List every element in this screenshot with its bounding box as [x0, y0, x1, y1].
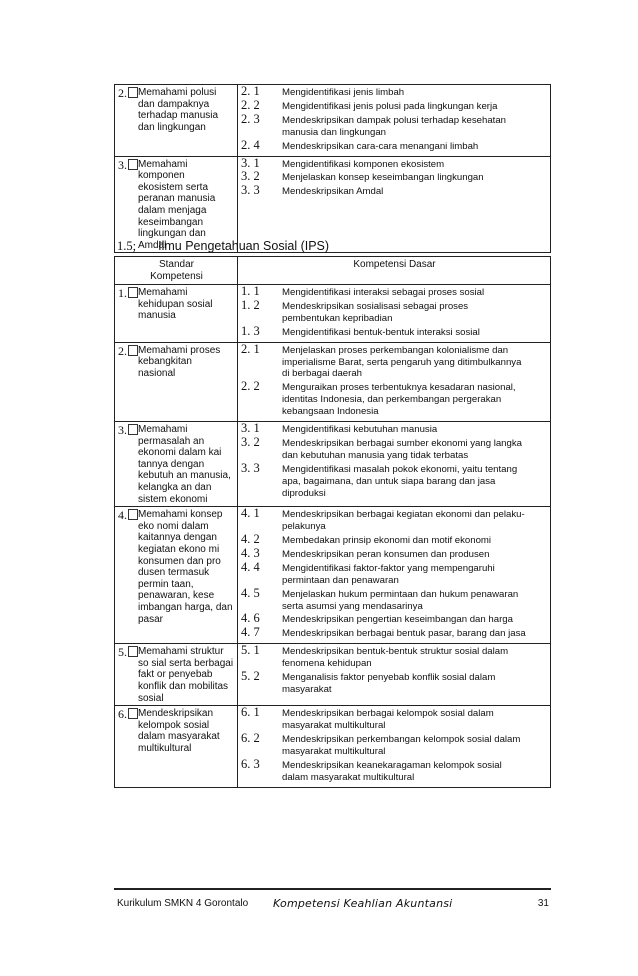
kompetensi-dasar-cell	[238, 706, 551, 787]
standar-kompetensi	[118, 708, 235, 754]
kd-item	[241, 341, 548, 381]
sk-number-text: 4.	[118, 508, 127, 523]
standar-kompetensi-cell	[115, 85, 238, 157]
kd-item	[241, 97, 548, 113]
kompetensi-dasar-cell	[238, 342, 551, 421]
checkbox-glyph-icon	[128, 87, 138, 98]
kd-item	[241, 545, 548, 561]
sk-line: tannya dengan	[138, 458, 205, 470]
kd-item	[241, 611, 548, 626]
competency-row	[115, 342, 551, 421]
sk-number-text: 1.	[118, 286, 127, 300]
kd-text	[274, 115, 548, 139]
kd-item	[241, 669, 548, 696]
kd-text	[274, 186, 548, 198]
kd-line: Mendeskripsikan dampak polusi terhadap kesehatan	[282, 114, 506, 126]
kd-number: 1. 2	[241, 297, 260, 312]
checkbox-glyph-icon	[128, 509, 138, 520]
kd-item	[241, 169, 548, 184]
section-title: Ilmu Pengetahuan Sosial (IPS)	[158, 239, 330, 253]
sk-number-text: 5.	[118, 645, 127, 660]
kd-text	[274, 345, 548, 381]
sk-line: imbangan harga, dan	[138, 601, 233, 613]
competency-row	[115, 85, 551, 157]
sk-line: Memahami polusi	[138, 87, 217, 98]
kd-text	[274, 563, 548, 587]
kompetensi-dasar-cell	[238, 285, 551, 343]
sk-number-text: 6.	[118, 707, 127, 722]
sk-number-text: 3.	[118, 423, 127, 438]
kd-item	[241, 559, 548, 587]
kd-text	[274, 87, 548, 99]
kd-item	[241, 137, 548, 153]
kd-text	[274, 734, 548, 758]
kd-text	[274, 535, 548, 547]
sk-line: Memahami proses	[138, 344, 221, 356]
competency-table-continued	[114, 84, 551, 253]
sk-line: Memahami struktur	[138, 646, 224, 658]
kd-line: Mendeskripsikan peran konsumen dan produsen	[282, 548, 490, 560]
kd-line: kebangsaan Indonesia	[282, 406, 379, 418]
kd-line: Mengidentifikasi kebutuhan manusia	[282, 424, 438, 436]
checkbox-glyph-icon	[128, 287, 138, 298]
kd-line: Mendeskripsikan berbagai kegiatan ekonomi dan pelaku-	[282, 509, 525, 521]
kd-item	[241, 111, 548, 139]
sk-line: permin taan,	[138, 578, 194, 590]
kompetensi-dasar-cell	[238, 85, 551, 157]
kd-line: imperialisme Barat, serta pengaruh yang ditimbulkannya	[282, 356, 522, 368]
standar-kompetensi-cell	[115, 422, 238, 507]
sk-line: kaitannya dengan	[138, 532, 217, 544]
kd-item	[241, 155, 548, 171]
kd-line: Mendeskripsikan Amdal	[282, 186, 384, 198]
sk-line: pasar	[138, 613, 164, 625]
sk-number-text: 3.	[118, 157, 127, 172]
kd-line: Mengidentifikasi jenis polusi pada lingkungan kerja	[282, 100, 498, 112]
kd-line: Mendeskripsikan pengertian keseimbangan dan harga	[282, 614, 513, 626]
kd-line: serta asumsi yang mendasarinya	[282, 600, 423, 612]
footer-rule	[114, 888, 551, 890]
kd-number: 6. 1	[241, 705, 260, 720]
kd-line: Menjelaskan hukum permintaan dan hukum penawaran	[282, 588, 519, 600]
sk-line: kelompok sosial	[138, 719, 210, 731]
kd-item	[241, 284, 548, 299]
kd-item	[241, 84, 548, 99]
kd-number: 4. 3	[241, 545, 260, 560]
kd-line: Mengidentifikasi faktor-faktor yang mempengaruhi	[282, 562, 495, 574]
section-heading	[117, 239, 329, 254]
kompetensi-dasar-cell	[238, 422, 551, 507]
sk-line: dusen termasuk	[138, 567, 210, 579]
sk-number	[118, 159, 138, 172]
kd-line: di berbagai daerah	[282, 368, 363, 380]
kd-item	[241, 506, 548, 533]
page-number: 31	[537, 898, 549, 909]
sk-text	[118, 509, 235, 625]
section-number: 1.5;	[117, 239, 137, 253]
kd-text	[274, 464, 548, 500]
kompetensi-dasar-cell	[238, 507, 551, 644]
kd-text	[274, 301, 548, 325]
sk-line: ekonomi dalam kai	[138, 447, 222, 459]
checkbox-glyph-icon	[128, 646, 138, 657]
kd-number: 4. 6	[241, 611, 260, 626]
kd-number: 5. 1	[241, 643, 260, 658]
kd-item	[241, 532, 548, 547]
kd-line: Mengidentifikasi komponen ekosistem	[282, 158, 445, 170]
kd-number: 6. 3	[241, 756, 260, 771]
ips-competency-table	[114, 256, 551, 788]
kd-number: 6. 2	[241, 731, 260, 746]
sk-line: konflik dan mobilitas	[138, 681, 229, 693]
kompetensi-dasar-cell	[238, 644, 551, 706]
standar-kompetensi	[118, 345, 235, 380]
sk-line: keseimbangan	[138, 216, 204, 228]
standar-kompetensi	[118, 509, 235, 625]
kd-line: masyarakat multikultural	[282, 745, 386, 757]
sk-text	[118, 159, 235, 252]
standar-kompetensi-cell	[115, 285, 238, 343]
kd-number: 3. 3	[241, 183, 260, 198]
kd-text	[274, 646, 548, 670]
checkbox-glyph-icon	[128, 159, 138, 170]
kd-number: 2. 4	[241, 137, 260, 152]
sk-line: nasional	[138, 367, 176, 379]
kd-number: 4. 5	[241, 585, 260, 600]
sk-number	[118, 287, 138, 300]
sk-number-text: 2.	[118, 343, 127, 358]
kd-item	[241, 421, 548, 436]
kd-number: 4. 7	[241, 625, 260, 640]
sk-line: permasalah an	[138, 435, 205, 447]
kd-text	[274, 141, 548, 153]
sk-line: eko nomi dalam	[138, 520, 209, 532]
kd-number: 1. 1	[241, 284, 260, 298]
kd-number: 4. 2	[241, 532, 260, 547]
checkbox-glyph-icon	[128, 424, 138, 435]
standar-kompetensi	[118, 424, 235, 505]
checkbox-glyph-icon	[128, 708, 138, 719]
kd-number: 3. 1	[241, 155, 260, 170]
sk-line: sistem ekonomi	[138, 493, 208, 505]
kd-text	[274, 382, 548, 418]
kd-text	[274, 438, 548, 462]
sk-line: penawaran, kese	[138, 590, 215, 602]
kd-item	[241, 585, 548, 613]
kd-line: masyarakat	[282, 684, 332, 695]
kd-item	[241, 756, 548, 784]
kd-number: 3. 3	[241, 460, 260, 475]
kd-item	[241, 460, 548, 500]
sk-line: dalam menjaga	[138, 204, 207, 216]
kd-line: Mengidentifikasi masalah pokok ekonomi, yaitu tentang	[282, 463, 518, 475]
kd-item	[241, 731, 548, 758]
sk-line: kebangkitan	[138, 356, 192, 368]
competency-row	[115, 285, 551, 343]
kd-number: 2. 1	[241, 84, 260, 98]
kd-line: Mengidentifikasi jenis limbah	[282, 87, 405, 98]
kd-line: permintaan dan penawaran	[282, 574, 399, 586]
kd-item	[241, 323, 548, 339]
sk-line: Mendeskripsikan	[138, 708, 214, 720]
kd-line: masyarakat multikultural	[282, 720, 386, 732]
kd-line: fenomena kehidupan	[282, 658, 372, 670]
kd-number: 1. 3	[241, 323, 260, 338]
kd-text	[274, 614, 548, 626]
kd-text	[274, 672, 548, 696]
sk-line: multikultural	[138, 743, 192, 755]
kd-line: Mendeskripsikan cara-cara menangani limbah	[282, 140, 479, 152]
kd-line: apa, bagaimana, dan untuk siapa barang dan jasa	[282, 475, 496, 487]
kd-line: Menganalisis faktor penyebab konflik sosial dalam	[282, 672, 496, 684]
sk-line: fakt or penyebab	[138, 669, 213, 681]
kd-line: Mendeskripsikan keanekaragaman kelompok sosial	[282, 759, 502, 771]
sk-line: kehidupan sosial	[138, 298, 213, 310]
kd-text	[274, 549, 548, 561]
kd-line: pembentukan kepribadian	[282, 312, 393, 324]
kd-item	[241, 625, 548, 640]
kd-text	[274, 287, 548, 299]
kd-line: Menjelaskan konsep keseimbangan lingkungan	[282, 172, 484, 184]
competency-row	[115, 422, 551, 507]
kd-line: pelakunya	[282, 521, 326, 533]
sk-line: lingkungan dan Amdal	[138, 228, 206, 251]
checkbox-glyph-icon	[128, 345, 138, 356]
kd-line: Mendeskripsikan berbagai bentuk pasar, barang dan jasa	[282, 628, 526, 640]
kd-text	[274, 101, 548, 113]
standar-kompetensi	[118, 287, 235, 322]
standar-kompetensi-cell	[115, 507, 238, 644]
table-header-row	[115, 257, 551, 285]
kd-line: identitas Indonesia, dan perkembangan pergerakan	[282, 394, 502, 406]
standar-kompetensi-cell	[115, 342, 238, 421]
kd-text	[274, 628, 548, 640]
sk-line: Memahami konsep	[138, 509, 223, 521]
sk-line: sosial	[138, 692, 164, 704]
standar-kompetensi	[118, 87, 235, 133]
kd-number: 2. 2	[241, 97, 260, 112]
kd-line: diproduksi	[282, 487, 326, 499]
sk-line: kebutuh an manusia,	[138, 470, 231, 482]
kd-text	[274, 509, 548, 533]
sk-line: Memahami	[138, 287, 188, 298]
kd-line: Menguraikan proses terbentuknya kesadaran nasional,	[282, 382, 516, 394]
footer-institution: Kurikulum SMKN 4 Gorontalo	[117, 898, 249, 909]
kd-text	[274, 589, 548, 613]
sk-line: ekosistem serta	[138, 181, 209, 193]
kd-number: 2. 1	[241, 341, 260, 356]
kd-line: Menjelaskan proses perkembangan kolonialisme dan	[282, 344, 509, 356]
footer-program: Kompetensi Keahlian Akuntansi	[273, 897, 453, 910]
kd-number: 3. 2	[241, 434, 260, 449]
kd-text	[274, 159, 548, 171]
kd-item	[241, 434, 548, 462]
sk-line: dan lingkungan	[138, 121, 206, 133]
sk-line: terhadap manusia	[138, 110, 219, 122]
header-std-line: Standar	[158, 259, 195, 270]
header-standar-kompetensi	[115, 257, 238, 285]
kd-number: 4. 4	[241, 559, 260, 574]
sk-line: manusia	[138, 310, 176, 322]
kd-number: 5. 2	[241, 669, 260, 684]
kd-line: Mendeskripsikan perkembangan kelompok sosial dalam	[282, 734, 521, 746]
header-std-line: Kompetensi	[150, 271, 203, 282]
standar-kompetensi	[118, 646, 235, 704]
sk-line: Memahami komponen	[138, 158, 188, 182]
standar-kompetensi-cell	[115, 706, 238, 787]
kd-item	[241, 705, 548, 732]
sk-number-text: 2.	[118, 86, 127, 100]
kd-text	[274, 327, 548, 339]
kd-text	[274, 708, 548, 732]
kd-number: 3. 1	[241, 421, 260, 436]
kd-item	[241, 643, 548, 670]
competency-row	[115, 507, 551, 644]
kd-number: 2. 2	[241, 379, 260, 394]
kd-line: manusia dan lingkungan	[282, 126, 387, 138]
kd-number: 4. 1	[241, 506, 260, 521]
sk-line: kelangka an dan	[138, 482, 212, 494]
standar-kompetensi-cell	[115, 644, 238, 706]
sk-number	[118, 646, 138, 659]
sk-line: dan dampaknya	[138, 98, 210, 110]
sk-line: Memahami	[138, 424, 188, 436]
kd-text	[274, 760, 548, 784]
kd-line: Mendeskripsikan bentuk-bentuk struktur sosial dalam	[282, 646, 509, 658]
kd-text	[274, 172, 548, 184]
kd-line: dalam masyarakat multikultural	[282, 771, 415, 783]
sk-line: peranan manusia	[138, 193, 216, 205]
sk-number	[118, 424, 138, 437]
kd-line: dan kebutuhan manusia yang tidak terbatas	[282, 449, 469, 461]
sk-line: konsumen dan pro	[138, 555, 221, 567]
kd-line: Membedakan prinsip ekonomi dan motif ekonomi	[282, 535, 492, 547]
kd-number: 3. 2	[241, 169, 260, 184]
sk-line: dalam masyarakat	[138, 731, 220, 743]
sk-line: so sial serta berbagai	[138, 657, 234, 669]
kd-item	[241, 297, 548, 325]
kd-item	[241, 183, 548, 198]
header-kompetensi-dasar: Kompetensi Dasar	[238, 257, 551, 285]
kd-line: Mendeskripsikan berbagai sumber ekonomi yang langka	[282, 437, 522, 449]
kd-line: Mengidentifikasi bentuk-bentuk interaksi sosial	[282, 326, 480, 338]
sk-number	[118, 509, 138, 522]
sk-number	[118, 708, 138, 721]
kd-line: Mengidentifikasi interaksi sebagai proses sosial	[282, 287, 485, 298]
kd-item	[241, 379, 548, 418]
kd-line: Mendeskripsikan berbagai kelompok sosial dalam	[282, 708, 494, 720]
sk-line: kegiatan ekono mi	[138, 544, 220, 555]
kd-number: 2. 3	[241, 111, 260, 126]
kd-text	[274, 424, 548, 436]
standar-kompetensi	[118, 159, 235, 252]
kd-line: Mendeskripsikan sosialisasi sebagai proses	[282, 300, 469, 312]
sk-number	[118, 345, 138, 358]
competency-row	[115, 644, 551, 706]
competency-row	[115, 706, 551, 787]
sk-number	[118, 87, 138, 100]
